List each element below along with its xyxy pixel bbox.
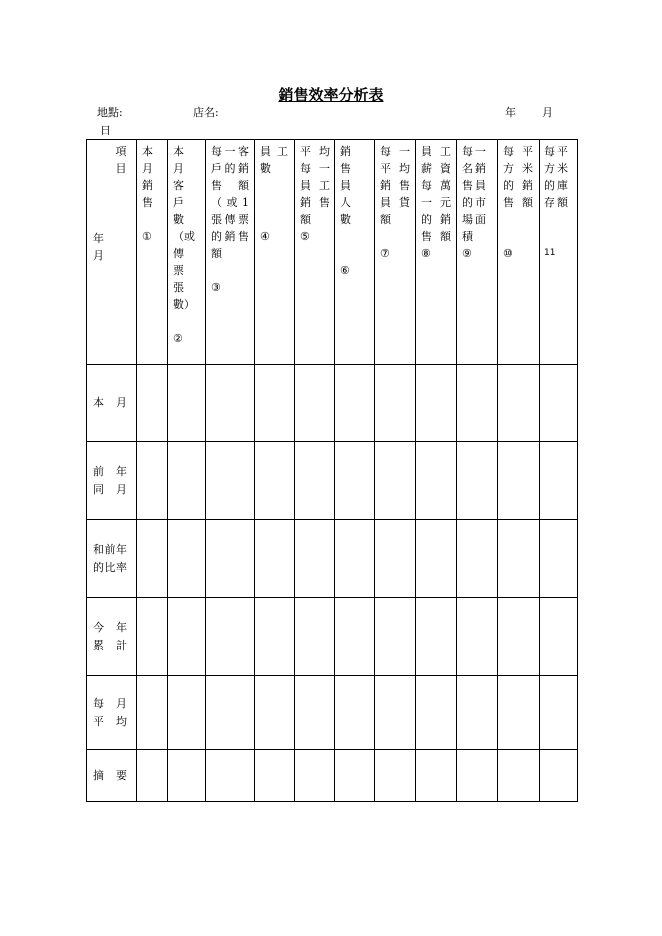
- data-cell[interactable]: [137, 442, 168, 520]
- header-number: ⑩: [503, 247, 513, 260]
- data-cell[interactable]: [457, 750, 498, 802]
- header-cell: [168, 140, 206, 365]
- data-cell[interactable]: [335, 676, 375, 750]
- table-row: [87, 365, 578, 442]
- data-cell[interactable]: [295, 365, 335, 442]
- data-cell[interactable]: [457, 598, 498, 676]
- data-cell[interactable]: [335, 442, 375, 520]
- data-cell[interactable]: [137, 365, 168, 442]
- corner-cell: [87, 140, 137, 365]
- data-cell[interactable]: [295, 442, 335, 520]
- table-row: [87, 442, 578, 520]
- data-cell[interactable]: [137, 676, 168, 750]
- header-cell: [457, 140, 498, 365]
- data-cell[interactable]: [206, 676, 255, 750]
- header-number: ①: [142, 230, 152, 243]
- data-cell[interactable]: [168, 365, 206, 442]
- data-cell[interactable]: [255, 750, 295, 802]
- header-text: 本月客戶數（或傳票張數）: [173, 145, 195, 311]
- data-cell[interactable]: [416, 750, 457, 802]
- data-cell[interactable]: [335, 750, 375, 802]
- data-cell[interactable]: [375, 750, 416, 802]
- header-text: 每一平均銷售員貨額: [380, 145, 410, 226]
- header-cell: [295, 140, 335, 365]
- corner-month-label: 年月: [93, 232, 104, 262]
- row-label: 摘 要: [87, 750, 137, 802]
- header-text: 每一客戶的銷售額（或1張傳票的銷售額: [211, 145, 249, 260]
- page-title: 銷售效率分析表: [278, 86, 384, 104]
- row-label: 和前年 的比率: [87, 520, 137, 598]
- corner-item-label: 項目: [115, 145, 127, 175]
- data-cell[interactable]: [335, 365, 375, 442]
- header-number: 11: [544, 248, 556, 258]
- data-cell[interactable]: [168, 750, 206, 802]
- data-cell[interactable]: [457, 520, 498, 598]
- data-cell[interactable]: [457, 365, 498, 442]
- data-cell[interactable]: [498, 442, 540, 520]
- data-cell[interactable]: [206, 520, 255, 598]
- header-cell: [416, 140, 457, 365]
- data-cell[interactable]: [540, 520, 578, 598]
- row-label: 本 月: [87, 365, 137, 442]
- data-cell[interactable]: [540, 442, 578, 520]
- data-cell[interactable]: [255, 520, 295, 598]
- header-text: 平均每一員工銷售額: [300, 145, 330, 226]
- data-cell[interactable]: [335, 520, 375, 598]
- data-cell[interactable]: [498, 520, 540, 598]
- table-row: [87, 598, 578, 676]
- header-number: ④: [260, 230, 270, 243]
- header-number: ③: [211, 281, 221, 294]
- month-label: 月: [542, 106, 553, 119]
- header-number: ⑥: [340, 264, 350, 277]
- header-text: 每一名銷售員的市場面積: [462, 145, 486, 243]
- data-cell[interactable]: [206, 442, 255, 520]
- table-row: [87, 520, 578, 598]
- data-cell[interactable]: [168, 598, 206, 676]
- header-number: ⑨: [462, 247, 472, 260]
- header-cell: [540, 140, 578, 365]
- row-label: 每 月 平 均: [87, 676, 137, 750]
- data-cell[interactable]: [498, 598, 540, 676]
- data-cell[interactable]: [206, 365, 255, 442]
- data-cell[interactable]: [457, 442, 498, 520]
- data-cell[interactable]: [295, 750, 335, 802]
- data-cell[interactable]: [457, 676, 498, 750]
- header-text: 每平方米的庫存額: [544, 145, 568, 209]
- header-cell: [137, 140, 168, 365]
- data-cell[interactable]: [416, 442, 457, 520]
- data-cell[interactable]: [375, 365, 416, 442]
- header-number: ⑧: [421, 247, 431, 260]
- header-cell: [255, 140, 295, 365]
- data-cell[interactable]: [295, 676, 335, 750]
- data-cell[interactable]: [375, 598, 416, 676]
- data-cell[interactable]: [540, 750, 578, 802]
- data-cell[interactable]: [335, 598, 375, 676]
- data-cell[interactable]: [206, 598, 255, 676]
- data-cell[interactable]: [416, 598, 457, 676]
- row-label: 前 年 同 月: [87, 442, 137, 520]
- data-cell[interactable]: [206, 750, 255, 802]
- header-cell: [335, 140, 375, 365]
- data-cell[interactable]: [416, 520, 457, 598]
- data-cell[interactable]: [416, 676, 457, 750]
- data-cell[interactable]: [498, 365, 540, 442]
- table-row: [87, 750, 578, 802]
- data-cell[interactable]: [137, 598, 168, 676]
- table-row: [87, 676, 578, 750]
- header-cell: [498, 140, 540, 365]
- header-number: ②: [173, 332, 183, 345]
- header-text: 本月銷售: [142, 145, 153, 209]
- data-cell[interactable]: [498, 750, 540, 802]
- header-row: [87, 140, 578, 365]
- data-cell[interactable]: [255, 442, 295, 520]
- sales-efficiency-table: [86, 139, 578, 802]
- data-cell[interactable]: [255, 598, 295, 676]
- data-cell[interactable]: [295, 520, 335, 598]
- data-cell[interactable]: [137, 520, 168, 598]
- data-cell[interactable]: [498, 676, 540, 750]
- data-cell[interactable]: [168, 442, 206, 520]
- store-label: 店名:: [193, 106, 219, 119]
- data-cell[interactable]: [416, 365, 457, 442]
- data-cell[interactable]: [540, 676, 578, 750]
- row-label: 今 年 累 計: [87, 598, 137, 676]
- location-label: 地點:: [97, 106, 123, 119]
- header-number: ⑤: [300, 230, 310, 243]
- header-cell: [375, 140, 416, 365]
- data-cell[interactable]: [137, 750, 168, 802]
- data-cell[interactable]: [375, 676, 416, 750]
- data-cell[interactable]: [375, 520, 416, 598]
- data-cell[interactable]: [540, 598, 578, 676]
- header-text: 員工薪資每萬一元的銷售額: [421, 145, 451, 243]
- year-label: 年: [505, 106, 516, 119]
- data-cell[interactable]: [168, 520, 206, 598]
- data-cell[interactable]: [375, 442, 416, 520]
- day-label: 日: [100, 124, 111, 137]
- data-cell[interactable]: [168, 676, 206, 750]
- header-text: 員工數: [260, 145, 288, 175]
- header-text: 銷售員人數: [340, 145, 351, 226]
- header-number: ⑦: [380, 247, 390, 260]
- header-cell: [206, 140, 255, 365]
- data-cell[interactable]: [540, 365, 578, 442]
- data-cell[interactable]: [255, 365, 295, 442]
- data-cell[interactable]: [295, 598, 335, 676]
- data-cell[interactable]: [255, 676, 295, 750]
- header-text: 每平方米的銷售額: [503, 145, 533, 209]
